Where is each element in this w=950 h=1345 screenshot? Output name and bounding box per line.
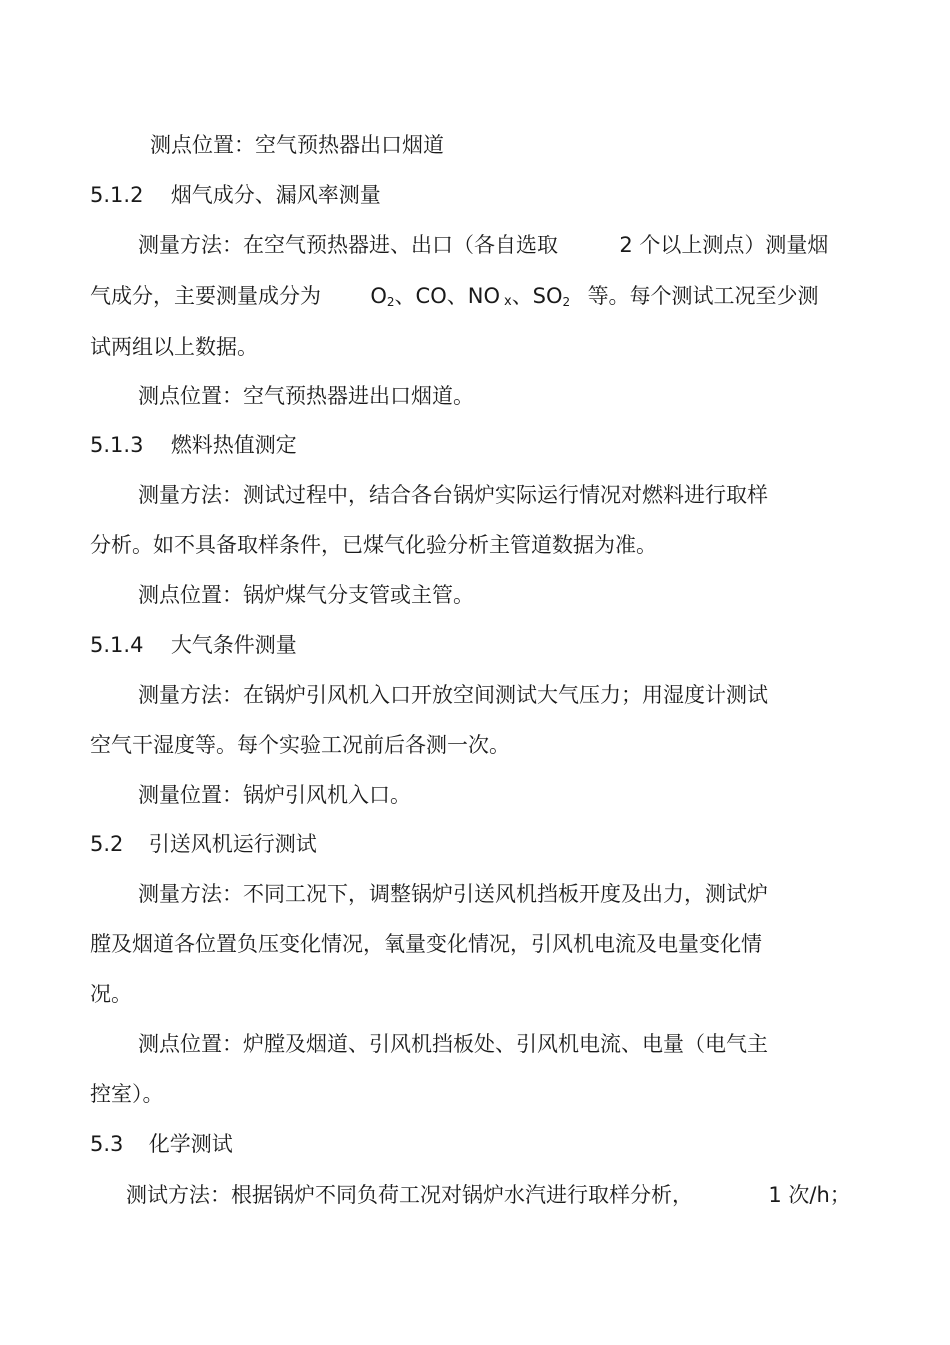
section-number: 5.1.3 (90, 433, 144, 457)
section-title: 大气条件测量 (170, 633, 297, 657)
paragraph-line: 控室）。 (90, 1082, 164, 1106)
section-heading-5-3 (90, 1130, 233, 1158)
formula-o2: $O_2$ (370, 284, 395, 309)
section-title: 烟气成分、漏风率测量 (170, 183, 381, 207)
section-title: 化学测试 (148, 1132, 233, 1156)
paragraph-line: 测量方法：在锅炉引风机入口开放空间测试大气压力；用湿度计测试 (138, 683, 768, 707)
paragraph-line: 测量方法：测试过程中，结合各台锅炉实际运行情况对燃料进行取样 (138, 483, 768, 507)
section-heading-5-2 (90, 830, 317, 858)
measure-point-line: 测点位置：炉膛及烟道、引风机挡板处、引风机电流、电量（电气主 (138, 1032, 768, 1056)
text-run: 2 个以上测点）测量烟 (619, 233, 829, 257)
paragraph-line (126, 1181, 851, 1209)
section-title: 燃料热值测定 (170, 433, 297, 457)
paragraph-line: 况。 (90, 982, 132, 1006)
paragraph-line: 膛及烟道各位置负压变化情况，氧量变化情况，引风机电流及电量变化情 (90, 932, 762, 956)
text-run: 、SO (511, 284, 563, 308)
section-heading-5-1-4 (90, 631, 297, 659)
text-run: 气成分，主要测量成分为 (90, 284, 321, 308)
paragraph-line: 测量方法：不同工况下，调整锅炉引送风机挡板开度及出力，测试炉 (138, 882, 768, 906)
measure-point-line: 测点位置：锅炉煤气分支管或主管。 (138, 583, 474, 607)
text-run: 1 次/h； (768, 1183, 851, 1207)
section-heading-5-1-3 (90, 431, 297, 459)
paragraph-line (138, 231, 828, 259)
text-run: 等。每个测试工况至少测 (587, 284, 819, 308)
measure-point-line: 测点位置：空气预热器进出口烟道。 (138, 384, 474, 408)
formula-nox-subscript: x (503, 294, 512, 309)
section-number: 5.3 (90, 1132, 124, 1156)
measure-point-line: 测量位置：锅炉引风机入口。 (138, 783, 411, 807)
section-number: 5.2 (90, 832, 124, 856)
section-number: 5.1.4 (90, 633, 144, 657)
paragraph-line: 试两组以上数据。 (90, 335, 258, 359)
text-run: 测量方法：在空气预热器进、出口（各自选取 (138, 233, 558, 257)
text-run: 测试方法：根据锅炉不同负荷工况对锅炉水汽进行取样分析， (126, 1183, 693, 1207)
measure-point-line: 测点位置：空气预热器出口烟道 (150, 133, 444, 157)
section-title: 引送风机运行测试 (148, 832, 317, 856)
paragraph-line (90, 282, 819, 316)
section-heading-5-1-2 (90, 181, 381, 209)
text-run: 、CO、NO (394, 284, 500, 308)
paragraph-line: 空气干湿度等。每个实验工况前后各测一次。 (90, 733, 510, 757)
section-number: 5.1.2 (90, 183, 144, 207)
paragraph-line: 分析。如不具备取样条件，已煤气化验分析主管道数据为准。 (90, 533, 657, 557)
formula-so2-subscript: 2 (562, 295, 571, 309)
